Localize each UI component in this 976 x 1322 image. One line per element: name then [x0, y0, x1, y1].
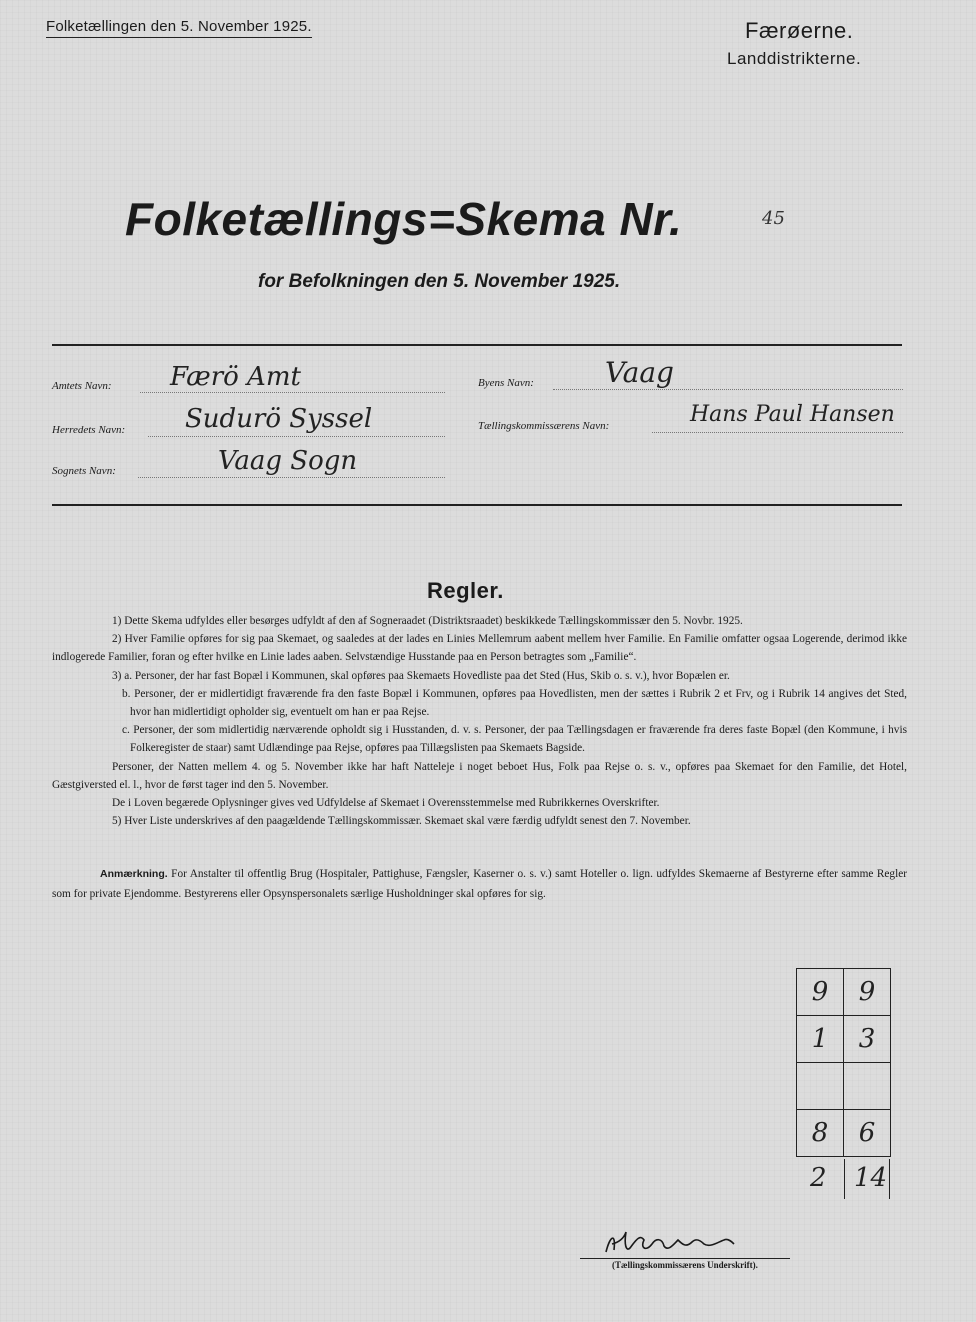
tally-cell: [844, 1063, 891, 1110]
rule-natten: Personer, der Natten mellem 4. og 5. November ikke har haft Natteleje i noget beboet Hus, Folk paa Rejse o. s. v., opføres paa Skemaet for den Familie, det Hotel, Gæstgiversted el. l., hvor de først tager ind den 5. November.: [52, 760, 907, 791]
rules-heading: Regler.: [427, 578, 504, 603]
handwritten-signature: [600, 1226, 740, 1260]
form-title: Folketællings=Skema Nr.: [125, 193, 683, 245]
kommissaer-value: Hans Paul Hansen: [690, 402, 895, 427]
region-header: Færøerne.: [745, 18, 854, 43]
tally-table: [796, 968, 892, 1157]
kommissaer-line: [652, 432, 903, 433]
district-header: Landdistrikterne.: [727, 49, 862, 68]
rules-text: [52, 612, 907, 830]
top-divider: [52, 344, 902, 346]
remark: [52, 864, 907, 904]
sogn-line: [138, 477, 445, 478]
rule-3a: 3) a. Personer, der har fast Bopæl i Kommunen, skal opføres paa Skemaets Hovedliste paa det Sted (Hus, Skib o. s. v.), hvor Bopælen er.: [112, 669, 730, 682]
amt-line: [140, 392, 445, 393]
amt-value: Færö Amt: [170, 362, 301, 392]
tally-cell: 6: [844, 1110, 891, 1157]
signature-line: [580, 1258, 790, 1259]
signature-caption: (Tællingskommissærens Underskrift).: [612, 1260, 758, 1270]
kommissaer-label: Tællingskommissærens Navn:: [478, 420, 610, 432]
form-subtitle: for Befolkningen den 5. November 1925.: [258, 271, 621, 292]
form-number: 45: [762, 208, 785, 229]
remark-label: Anmærkning.: [100, 868, 168, 880]
rule-3b: b. Personer, der er midlertidigt fraværende fra den faste Bopæl i Kommunen, opføres paa Hovedlisten, men der sættes i Rubrik 2 et Frv, og i Rubrik 14 angives det Sted, hvor han midlertidigt opholder sig, eventuelt om han er paa Rejse.: [122, 687, 907, 719]
sogn-label: Sognets Navn:: [52, 465, 116, 477]
rule-3c: c. Personer, der som midlertidig nærværende opholdt sig i Husstanden, d. v. s. Personer, der paa Tællingsdagen er fraværende fra deres faste Bopæl (den Kommune, i hvis Folkeregister de staar) samt Udlændinge paa Rejse, opføres paa Tillægslisten paa Skemaets Bagside.: [122, 724, 907, 755]
tally-cell: [797, 1063, 844, 1110]
census-date-header: Folketællingen den 5. November 1925.: [46, 18, 312, 38]
sogn-value: Vaag Sogn: [218, 446, 358, 476]
by-line: [553, 389, 903, 390]
tally-total-left: 2: [810, 1163, 827, 1193]
tally-cell: 9: [844, 969, 891, 1016]
rule-loven: De i Loven begærede Oplysninger gives ved Udfyldelse af Skemaet i Overensstemmelse med Rubrikkernes Overskrifter.: [112, 797, 660, 810]
amt-label: Amtets Navn:: [52, 380, 112, 392]
tally-total-right: 14: [854, 1163, 888, 1193]
rule-1: 1) Dette Skema udfyldes eller besørges udfyldt af den af Sogneraadet (Distriktsraadet) beskikkede Tællingskommissær den 5. Novbr. 1925.: [112, 615, 743, 627]
by-value: Vaag: [605, 356, 674, 389]
tally-cell: 9: [797, 969, 844, 1016]
tally-cell: 8: [797, 1110, 844, 1157]
bottom-divider: [52, 504, 902, 506]
by-label: Byens Navn:: [478, 377, 534, 389]
herred-value: Sudurö Syssel: [185, 404, 373, 434]
rule-2: 2) Hver Familie opføres for sig paa Skemaet, og saaledes at der lades en Linies Mellemrum aabent mellem hver Familie. En Familie omfatter ogsaa Logerende, derimod ikke indlogerede Familier, foran og efter hvilke en Linie lades aaben. Selvstændige Husstande paa en Person betragtes som „Familie“.: [52, 633, 907, 664]
herred-label: Herredets Navn:: [52, 424, 126, 436]
tally-cell: 1: [797, 1016, 844, 1063]
rule-5: 5) Hver Liste underskrives af den paagældende Tællingskommissær. Skemaet skal være færdig udfyldt senest den 7. November.: [112, 815, 691, 828]
herred-line: [148, 436, 445, 437]
tally-cell: 3: [844, 1016, 891, 1063]
remark-text: For Anstalter til offentlig Brug (Hospitaler, Pattighuse, Fængsler, Kaserner o. s. v.) samt Hoteller o. lign. udfyldes Skemaerne af Bestyrerne efter samme Regler som for private Ejendomme. Bestyrerens eller Opsynspersonalets særlige Husholdninger skal opføres for sig.: [52, 868, 907, 900]
